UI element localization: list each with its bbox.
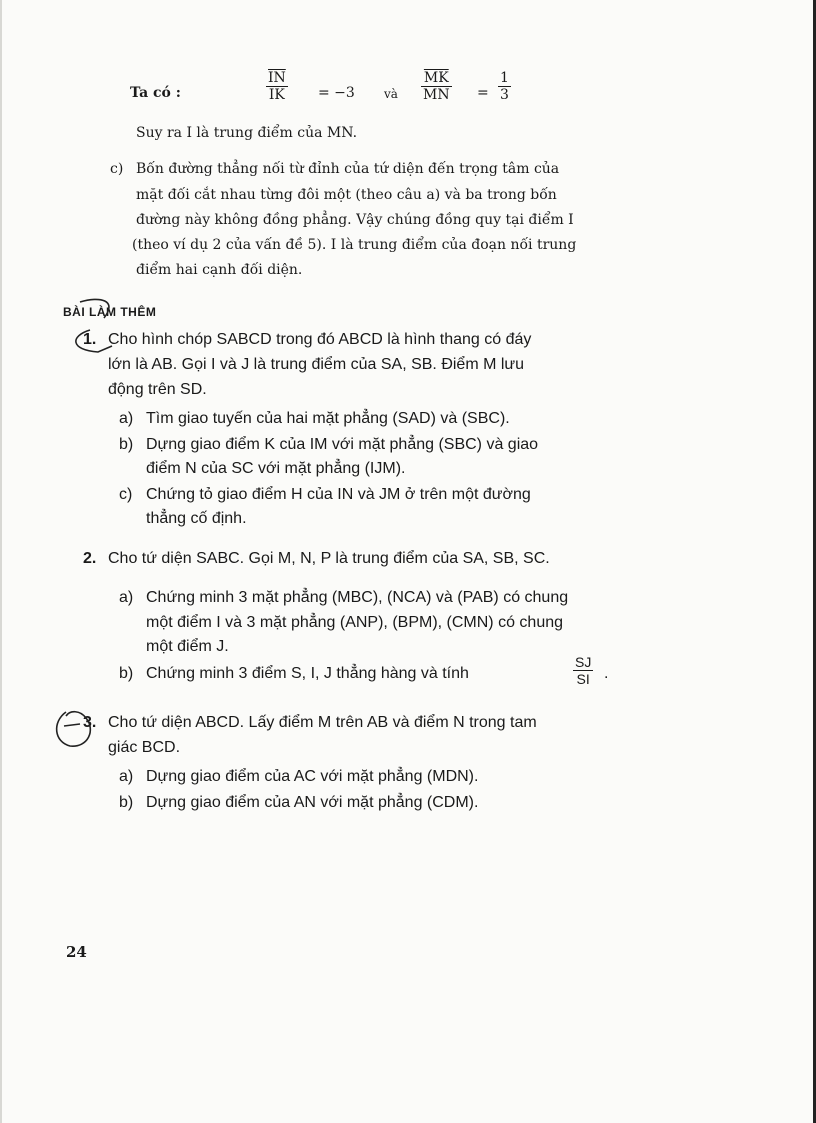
problem-2-a-text: Chứng minh 3 mặt phẳng (MBC), (NCA) và (PAB) có chung bbox=[146, 589, 569, 606]
problem-1-a-text: Tìm giao tuyến của hai mặt phẳng (SAD) và (SBC). bbox=[146, 410, 510, 427]
problem-2-line: Cho tứ diện SABC. Gọi M, N, P là trung điểm của SA, SB, SC. bbox=[108, 550, 550, 567]
problem-3-b-text: Dựng giao điểm của AN với mặt phẳng (CDM). bbox=[146, 794, 479, 811]
problem-1-b-text: Dựng giao điểm K của IM với mặt phẳng (SBC) và giao bbox=[146, 436, 539, 453]
item-c-line: Bốn đường thẳng nối từ đỉnh của tứ diện đến trọng tâm của bbox=[136, 161, 560, 177]
problem-2-a-label: a) bbox=[119, 589, 134, 606]
fraction-numerator: $\overline{IN}$ bbox=[268, 70, 286, 86]
problem-2-b-period: . bbox=[604, 665, 609, 682]
ta-co-label: Ta có : bbox=[130, 85, 181, 101]
pen-circle-mark bbox=[57, 712, 91, 746]
problem-1-c-text: Chứng tỏ giao điểm H của IN và JM ở trên một đường bbox=[146, 486, 531, 503]
suy-ra-line: Suy ra I là trung điểm của MN. bbox=[136, 125, 358, 141]
va-word: và bbox=[384, 87, 398, 101]
item-c-label: c) bbox=[110, 161, 124, 177]
problem-1-line: động trên SD. bbox=[108, 381, 207, 398]
fraction-numerator: $\overline{MK}$ bbox=[423, 70, 449, 86]
problem-1-a-label: a) bbox=[119, 410, 134, 427]
problem-1-c-label: c) bbox=[119, 486, 133, 503]
equals-sign: = bbox=[477, 85, 489, 101]
problem-3-a-label: a) bbox=[119, 768, 134, 785]
problem-1-b-label: b) bbox=[119, 436, 134, 453]
section-heading: BÀI LÀM THÊM bbox=[63, 305, 157, 319]
problem-3-b-label: b) bbox=[119, 794, 134, 811]
problem-1-line: lớn là AB. Gọi I và J là trung điểm của SA, SB. Điểm M lưu bbox=[108, 356, 525, 373]
item-c-line: (theo ví dụ 2 của vấn đề 5). I là trung điểm của đoạn nối trung bbox=[132, 237, 577, 253]
problem-2-b-text: Chứng minh 3 điểm S, I, J thẳng hàng và tính bbox=[146, 665, 469, 682]
problem-2-b-label: b) bbox=[119, 665, 134, 682]
page-number: 24 bbox=[66, 943, 87, 961]
pen-circle-mark bbox=[76, 299, 112, 352]
problem-1-b-text: điểm N của SC với mặt phẳng (IJM). bbox=[146, 460, 406, 477]
fraction-numerator: 1 bbox=[500, 70, 509, 86]
item-c-line: mặt đối cắt nhau từng đôi một (theo câu a) và ba trong bốn bbox=[136, 187, 557, 203]
fraction-denominator: IK bbox=[266, 86, 288, 103]
problem-1-line: Cho hình chóp SABCD trong đó ABCD là hình thang có đáy bbox=[108, 331, 532, 348]
problem-2-a-text: một điểm J. bbox=[146, 638, 229, 655]
item-c-line: đường này không đồng phẳng. Vậy chúng đồng quy tại điểm I bbox=[136, 212, 574, 228]
problem-1-c-text: thẳng cố định. bbox=[146, 510, 247, 527]
fraction-numerator: SJ bbox=[575, 654, 592, 670]
problem-1-number: 1. bbox=[83, 331, 97, 348]
problem-2-number: 2. bbox=[83, 550, 97, 567]
fraction-denominator: MN bbox=[423, 87, 450, 103]
fraction-denominator: 3 bbox=[500, 87, 509, 103]
fraction-denominator: SI bbox=[573, 670, 593, 687]
item-c-line: điểm hai cạnh đối diện. bbox=[136, 262, 303, 278]
problem-2-a-text: một điểm I và 3 mặt phẳng (ANP), (BPM), (CMN) có chung bbox=[146, 614, 564, 631]
problem-3-line: giác BCD. bbox=[108, 739, 181, 756]
problem-3-a-text: Dựng giao điểm của AC với mặt phẳng (MDN). bbox=[146, 768, 479, 785]
equation-equals-minus3: = −3 bbox=[318, 85, 355, 101]
problem-3-number: 3. bbox=[83, 714, 97, 731]
problem-3-line: Cho tứ diện ABCD. Lấy điểm M trên AB và điểm N trong tam bbox=[108, 714, 537, 731]
